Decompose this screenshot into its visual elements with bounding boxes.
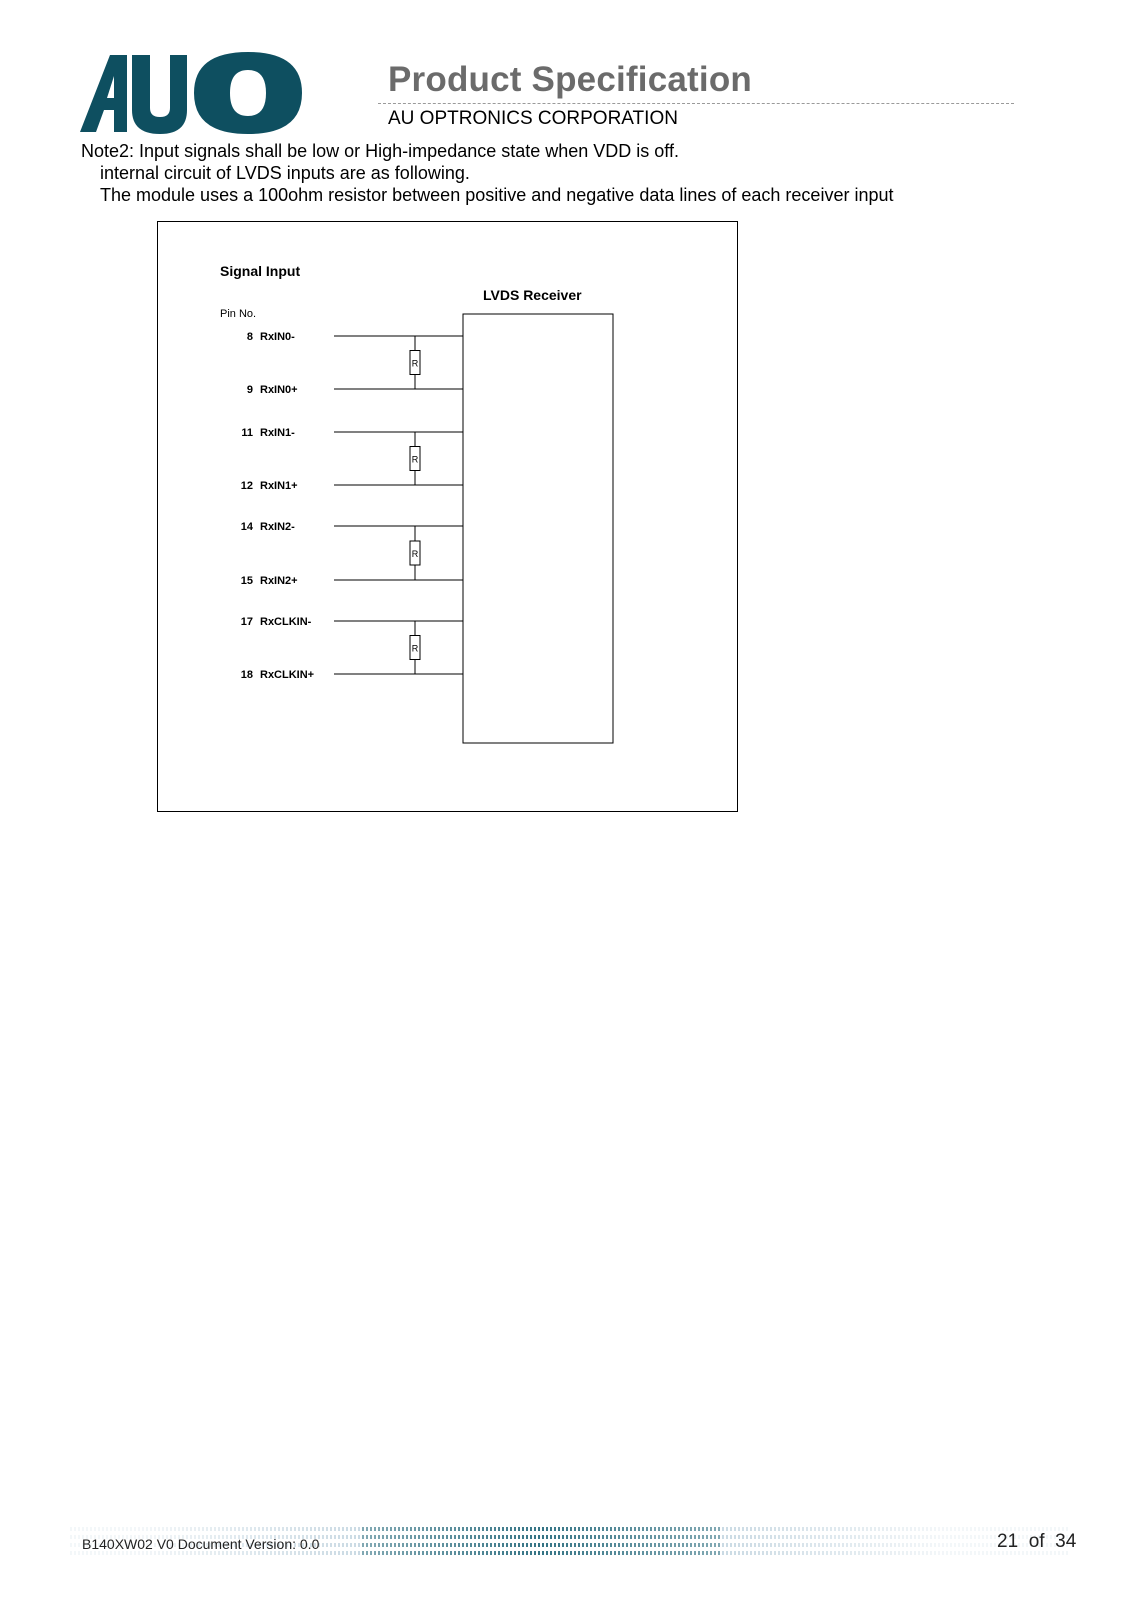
lvds-input-circuit-diagram — [157, 221, 738, 812]
signal-name: RxIN2- — [260, 521, 295, 533]
signal-name: RxIN1- — [260, 427, 295, 439]
pin-number: 9 — [246, 384, 253, 396]
signal-pairs — [241, 331, 463, 681]
title-divider — [378, 103, 1014, 104]
signal-name: RxIN0+ — [260, 384, 298, 396]
pin-number: 18 — [240, 669, 253, 681]
lvds-receiver-label: LVDS Receiver — [483, 287, 582, 303]
signal-name: RxCLKIN- — [260, 616, 312, 628]
pin-number: 11 — [241, 427, 253, 439]
signal-name: RxIN1+ — [260, 480, 298, 492]
note-line-1: Note2: Input signals shall be low or High-impedance state when VDD is off. — [81, 141, 679, 161]
page-total: 34 — [1055, 1531, 1077, 1552]
pin-number: 15 — [240, 575, 253, 587]
footer-page-number — [997, 1531, 1076, 1553]
lvds-circuit-svg — [158, 222, 739, 813]
lvds-receiver-block — [463, 314, 613, 743]
signal-name: RxIN0- — [260, 331, 295, 343]
resistor-label: R — [411, 549, 419, 559]
pin-number: 8 — [246, 331, 253, 343]
footer-document-version: B140XW02 V0 Document Version: 0.0 — [82, 1536, 320, 1552]
signal-name: RxIN2+ — [260, 575, 298, 587]
note-line-2: internal circuit of LVDS inputs are as following. — [100, 163, 470, 183]
pin-number: 12 — [240, 480, 253, 492]
resistor-label: R — [411, 643, 419, 654]
pin-number: 17 — [240, 616, 253, 628]
company-name: AU OPTRONICS CORPORATION — [388, 108, 678, 129]
signal-input-label: Signal Input — [220, 263, 301, 279]
note-line-3: The module uses a 100ohm resistor between positive and negative data lines of each receiver input — [100, 185, 894, 205]
resistor-label: R — [411, 358, 419, 369]
resistor-label: R — [411, 454, 419, 465]
auo-logo — [80, 52, 306, 134]
document-title: Product Specification — [388, 60, 752, 99]
signal-name: RxCLKIN+ — [260, 669, 315, 681]
page-of: of — [1028, 1531, 1045, 1552]
pin-number: 14 — [240, 521, 253, 533]
pin-no-label: Pin No. — [220, 308, 257, 320]
page-current: 21 — [997, 1531, 1019, 1552]
